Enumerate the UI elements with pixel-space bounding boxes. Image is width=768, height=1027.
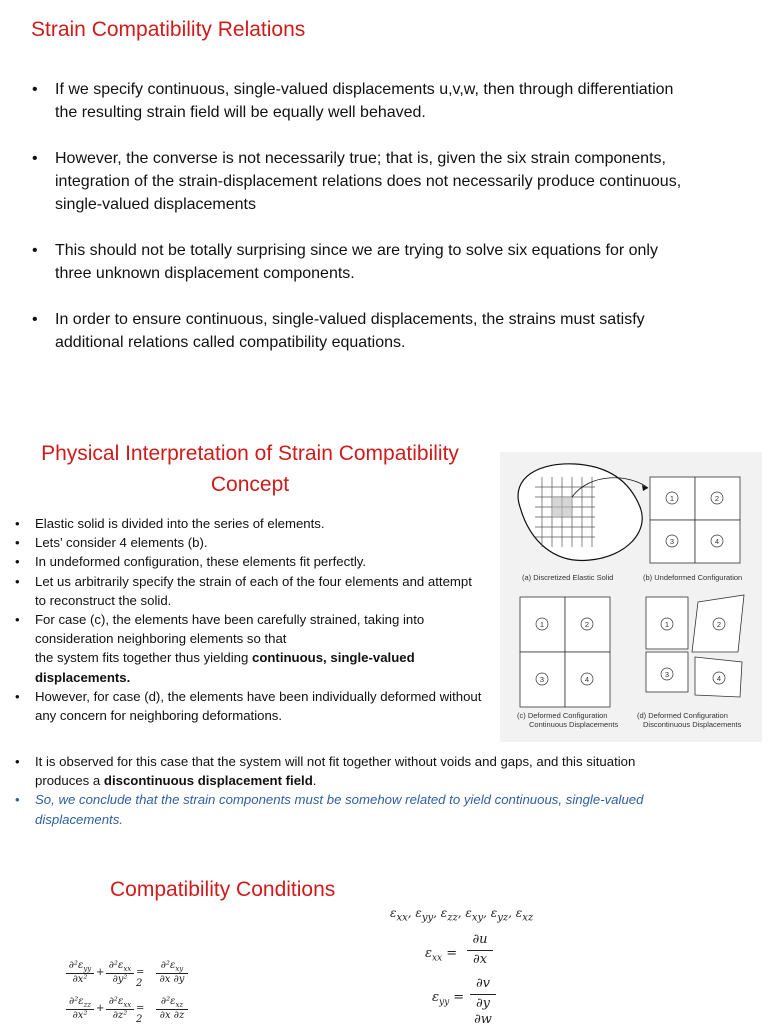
element-1-label: 1 [669,494,675,503]
deformed-continuous-configuration [520,597,610,707]
observation-bullet-list [15,752,675,829]
element-4-label: 4 [584,675,590,684]
bullet-item: • For case (c), the elements have been carefully strained, taking into consideration neighboring elements so that the system fits together thus yielding continuous, single-valued displacements. [15,610,485,687]
interpretation-bullet-list [15,514,485,725]
element-4-label: 4 [716,674,722,683]
caption-b: (b) Undeformed Configuration [643,573,743,582]
bullet-item: • If we specify continuous, single-valued displacements u,v,w, then through differentiation the resulting strain field will be equally well behaved. [32,78,682,124]
section-title-physical-interpretation: Physical Interpretation of Strain Compatibility Concept [41,442,459,496]
element-2-label: 2 [714,494,720,503]
bullet-item: • Elastic solid is divided into the series of elements. [15,514,485,533]
caption-c-sub: Continuous Displacements [529,720,619,729]
bullet-item: • In undeformed configuration, these elements fit perfectly. [15,552,485,571]
element-2-label: 2 [716,620,722,629]
caption-d-sub: Discontinuous Displacements [643,720,742,729]
section-title-strain-compatibility: Strain Compatibility Relations [31,18,306,41]
element-2-label: 2 [584,620,590,629]
element-1-label: 1 [539,620,545,629]
bullet-item: • This should not be totally surprising since we are trying to solve six equations for only three unknown displacement components. [32,239,682,285]
section-title-compatibility-conditions: Compatibility Conditions [110,878,336,901]
bullet-item: • Let us arbitrarily specify the strain of each of the four elements and attempt to reconstruct the solid. [15,572,485,610]
strain-components-list: $\varepsilon_{xx}$, $\varepsilon_{yy}$, $\varepsilon_{zz}$, $\varepsilon_{xy}$, $\varepsilon_{yz}$, $\varepsilon_{xz}$ [390,906,534,924]
bullet-item: • However, the converse is not necessarily true; that is, given the six strain components, integration of the strain-displacement relations does not necessarily produce continuous, single-valued displacements [32,147,682,216]
bullet-item: • Lets’ consider 4 elements (b). [15,533,485,552]
caption-c: (c) Deformed Configuration [517,711,608,720]
bullet-item: • In order to ensure continuous, single-valued displacements, the strains must satisfy additional relations called compatibility equations. [32,308,682,354]
element-3-label: 3 [669,537,675,546]
element-3-label: 3 [664,670,670,679]
intro-bullet-list [32,78,682,377]
bullet-item: • However, for case (d), the elements have been individually deformed without any concern for neighboring deformations. [15,687,485,725]
strain-compatibility-figure [500,452,762,742]
conclusion-bullet: • So, we conclude that the strain components must be somehow related to yield continuous, single-valued displacements. [15,790,675,828]
element-4-label: 4 [714,537,720,546]
caption-a: (a) Discretized Elastic Solid [522,573,614,582]
element-3-label: 3 [539,675,545,684]
caption-d: (d) Deformed Configuration [637,711,728,720]
highlighted-elements [552,497,572,517]
element-1-label: 1 [664,620,670,629]
bullet-item: • It is observed for this case that the system will not fit together without voids and gaps, and this situation produces a discontinuous displacement field. [15,752,675,790]
undeformed-configuration [650,477,740,563]
